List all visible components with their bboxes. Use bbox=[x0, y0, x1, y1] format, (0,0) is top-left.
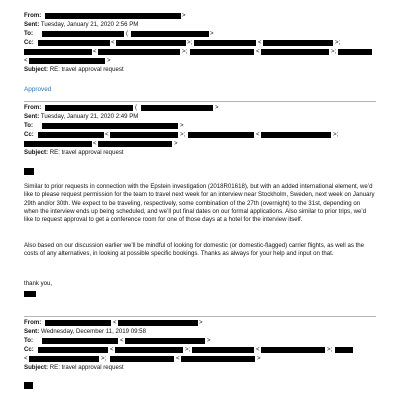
redaction-bar bbox=[261, 49, 329, 55]
from-label: From: bbox=[24, 12, 42, 19]
angle-bracket: > bbox=[107, 57, 111, 64]
angle-bracket: > bbox=[174, 140, 178, 147]
angle-bracket: > bbox=[180, 122, 184, 129]
email2-to-row bbox=[24, 122, 33, 130]
from-label: From: bbox=[24, 319, 42, 326]
redacted-greeting bbox=[24, 168, 34, 175]
redacted-signature bbox=[24, 291, 36, 297]
redaction-bar bbox=[42, 31, 124, 37]
redaction-bar bbox=[338, 49, 372, 55]
redaction-bar bbox=[42, 123, 178, 129]
redaction-bar bbox=[125, 338, 205, 344]
email1-from-row bbox=[24, 12, 41, 20]
angle-bracket: ( bbox=[126, 30, 129, 37]
subject-text: RE: travel approval request bbox=[49, 66, 124, 73]
redaction-bar bbox=[29, 356, 99, 362]
redaction-bar bbox=[192, 347, 254, 353]
to-label: To: bbox=[24, 337, 34, 344]
angle-bracket: > bbox=[182, 12, 186, 19]
cc-label: Cc: bbox=[24, 39, 34, 46]
angle-bracket: >; bbox=[182, 48, 188, 55]
angle-bracket: >; bbox=[180, 131, 186, 138]
redaction-bar bbox=[131, 31, 209, 37]
sent-label: Sent: bbox=[24, 21, 40, 28]
angle-bracket: >; bbox=[187, 39, 193, 46]
subject-label: Subject: bbox=[24, 149, 49, 156]
email2-from-row bbox=[24, 104, 41, 112]
angle-bracket: < bbox=[24, 57, 28, 64]
cc-label: Cc: bbox=[24, 346, 34, 353]
angle-bracket: > bbox=[215, 104, 219, 111]
angle-bracket: > bbox=[207, 337, 211, 344]
angle-bracket: < bbox=[110, 346, 114, 353]
angle-bracket: > bbox=[199, 319, 203, 326]
cc-label: Cc: bbox=[24, 131, 34, 138]
redaction-bar bbox=[141, 105, 213, 111]
email1-sent-row bbox=[24, 21, 138, 29]
redaction-bar bbox=[261, 132, 331, 138]
angle-bracket: >; bbox=[101, 355, 107, 362]
angle-bracket: < bbox=[256, 346, 260, 353]
angle-bracket: < bbox=[258, 39, 262, 46]
redaction-bar bbox=[116, 40, 186, 46]
sent-date: Wednesday, December 11, 2019 09:58 bbox=[40, 328, 146, 335]
approved-text: Approved bbox=[24, 86, 52, 93]
redaction-bar bbox=[261, 347, 325, 353]
sent-label: Sent: bbox=[24, 328, 40, 335]
redaction-bar bbox=[335, 347, 353, 353]
angle-bracket: < bbox=[256, 48, 260, 55]
redaction-bar bbox=[45, 320, 111, 326]
sent-label: Sent: bbox=[24, 113, 40, 120]
redaction-bar bbox=[115, 347, 183, 353]
email2-cc-row bbox=[24, 131, 34, 139]
redaction-bar bbox=[188, 132, 254, 138]
sent-date: Tuesday, January 21, 2020 2:56 PM bbox=[40, 21, 139, 28]
angle-bracket: >; bbox=[327, 346, 333, 353]
redaction-bar bbox=[98, 141, 172, 147]
angle-bracket: < bbox=[256, 131, 260, 138]
email2-subject-row bbox=[24, 149, 124, 157]
to-label: To: bbox=[24, 122, 34, 129]
angle-bracket: < bbox=[176, 355, 180, 362]
redaction-bar bbox=[263, 40, 333, 46]
redaction-bar bbox=[24, 141, 92, 147]
body-paragraph-2: Also based on our discussion earlier we’ll be mindful of looking for domestic (or domestic-flagged) carrier flights, as well as the costs of any alternatives, in looking at possible specific bookings. Thanks as always for your help and input on that. bbox=[24, 242, 365, 258]
redaction-bar bbox=[110, 356, 174, 362]
email3-cc-row bbox=[24, 346, 34, 354]
angle-bracket: > bbox=[257, 355, 261, 362]
angle-bracket: < bbox=[113, 319, 117, 326]
angle-bracket: < bbox=[111, 39, 115, 46]
redaction-bar bbox=[38, 132, 104, 138]
redaction-bar bbox=[24, 49, 92, 55]
redaction-bar bbox=[45, 105, 133, 111]
email1-subject-row bbox=[24, 66, 124, 74]
angle-bracket: < bbox=[24, 355, 28, 362]
angle-bracket: < bbox=[93, 140, 97, 147]
angle-bracket: ( bbox=[135, 104, 138, 111]
angle-bracket: > bbox=[210, 30, 214, 37]
subject-label: Subject: bbox=[24, 66, 49, 73]
sent-date: Tuesday, January 21, 2020 2:49 PM bbox=[40, 113, 139, 120]
redaction-bar bbox=[98, 49, 180, 55]
redaction-bar bbox=[190, 49, 254, 55]
body-paragraph-1: Similar to prior requests in connection with the Epstein investigation (2018R01618), but with an added international element, we’d like to please request permission for the team to travel next week for an interview near Stockholm, Sweden, next week on January 29th and/or 30th. We expect to be traveling, respectively, some combination of the 27th (overnight) to the 31st, depending on when the interview ends up being scheduled, and we’ll put final dates on our formal applications. Also similar to prior trips, we’d like to request approval to get a conference room for one of those days at a hotel for the interview itself. bbox=[24, 183, 375, 224]
redaction-bar bbox=[110, 132, 178, 138]
redaction-bar bbox=[29, 58, 105, 64]
from-label: From: bbox=[24, 104, 42, 111]
angle-bracket: >; bbox=[335, 39, 341, 46]
email3-subject-row bbox=[24, 364, 124, 372]
angle-bracket: < bbox=[105, 131, 109, 138]
email3-to-row bbox=[24, 337, 33, 345]
redaction-bar bbox=[118, 320, 198, 326]
divider bbox=[24, 101, 376, 102]
redaction-bar bbox=[194, 40, 256, 46]
email1-to-row bbox=[24, 30, 33, 38]
redaction-bar bbox=[45, 13, 181, 19]
subject-label: Subject: bbox=[24, 364, 49, 371]
email1-cc-row bbox=[24, 39, 34, 47]
redaction-bar bbox=[42, 338, 118, 344]
email3-from-row bbox=[24, 319, 41, 327]
redaction-bar bbox=[181, 356, 255, 362]
email2-sent-row bbox=[24, 113, 138, 121]
angle-bracket: >; bbox=[331, 48, 337, 55]
subject-text: RE: travel approval request bbox=[49, 364, 124, 371]
subject-text: RE: travel approval request bbox=[49, 149, 124, 156]
redaction-bar bbox=[38, 40, 110, 46]
divider bbox=[24, 316, 376, 317]
angle-bracket: < bbox=[120, 337, 124, 344]
angle-bracket: >; bbox=[185, 346, 191, 353]
email3-sent-row bbox=[24, 328, 146, 336]
angle-bracket: < bbox=[93, 48, 97, 55]
redaction-bar bbox=[38, 347, 108, 353]
closing-text: thank you, bbox=[24, 280, 53, 287]
redacted-greeting bbox=[24, 382, 33, 389]
to-label: To: bbox=[24, 30, 34, 37]
angle-bracket: >; bbox=[333, 131, 339, 138]
